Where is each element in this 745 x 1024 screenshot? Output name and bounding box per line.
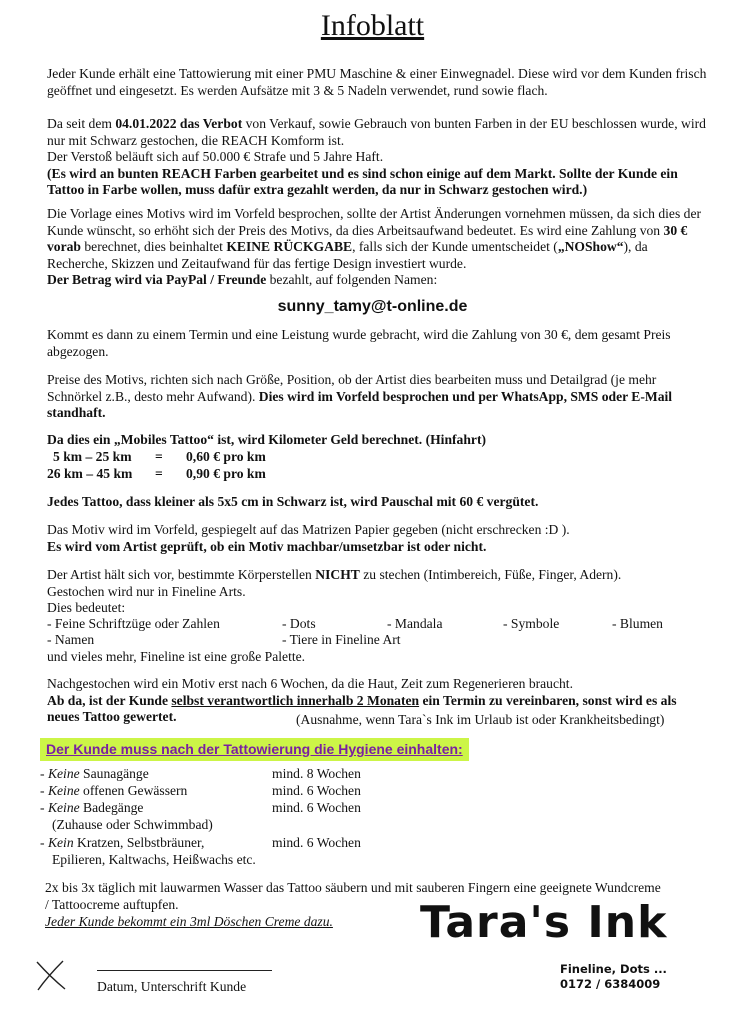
flat-rate-paragraph: Jedes Tattoo, dass kleiner als 5x5 cm in Schwarz ist, wird Pauschal mit 60 € vergütet. xyxy=(47,494,539,509)
hygiene-duration: mind. 6 Wochen xyxy=(272,783,361,798)
km-price-2: 0,90 € pro km xyxy=(186,466,266,481)
hygiene-duration: mind. 6 Wochen xyxy=(272,800,361,815)
hygiene-heading: Der Kunde muss nach der Tattowierung die Hygiene einhalten: xyxy=(40,738,469,761)
hygiene-duration: mind. 8 Wochen xyxy=(272,766,361,781)
km-eq-1: = xyxy=(155,449,163,464)
hygiene-duration: mind. 6 Wochen xyxy=(272,835,361,850)
ban-paragraph: Da seit dem 04.01.2022 das Verbot von Verkauf, sowie Gebrauch von bunten Farben in der EU beschlossen wurde, wird nur mit Schwarz gestochen, die REACH Komform ist. Der Verstoß beläuft sich auf 50.000 € Strafe und 5 Jahre Haft. (Es wird an bunten REACH Farben gearbeitet und es sind schon einige auf dem Markt. Sollte der Kunde ein Tattoo in Farbe wollen, muss dafür extra gezahlt werden, da nur in Schwarz gestochen wird.) xyxy=(47,116,706,197)
brand-logo: Tara's Ink xyxy=(420,897,668,948)
hygiene-item: - Keine offenen Gewässern xyxy=(40,783,188,798)
body-parts-paragraph: Der Artist hält sich vor, bestimmte Körperstellen NICHT zu stechen (Intimbereich, Füße, Finger, Adern). Gestochen wird nur in Fineline Arts. Dies bedeutet: xyxy=(47,567,622,615)
km-price-1: 0,60 € pro km xyxy=(186,449,266,464)
km-range-2: 26 km – 45 km xyxy=(47,466,133,481)
list-item: - Dots xyxy=(282,616,316,631)
care-paragraph: 2x bis 3x täglich mit lauwarmen Wasser das Tattoo säubern und mit sauberen Fingern eine geeignete Wundcreme / Tattoocreme auftupfen. xyxy=(45,880,661,912)
list-item: - Tiere in Fineline Art xyxy=(282,632,401,647)
pricing-paragraph: Preise des Motivs, richten sich nach Größe, Position, ob der Artist dies bearbeiten muss und Detailgrad (je mehr Schnörkel z.B., desto mehr Aufwand). Dies wird im Vorfeld besprochen und per WhatsApp, SMS oder E-Mail standhaft. xyxy=(47,372,673,420)
hygiene-item: - Keine Saunagänge xyxy=(40,766,149,781)
paypal-email: sunny_tamy@t-online.de xyxy=(277,298,468,315)
fineline-note: und vieles mehr, Fineline ist eine große Palette. xyxy=(47,649,306,664)
signature-line xyxy=(97,970,272,971)
hygiene-item: - Kein Kratzen, Selbstbräuner, xyxy=(40,835,205,850)
brand-tagline: Fineline, Dots ... 0172 / 6384009 xyxy=(560,962,667,991)
deposit-paragraph: Die Vorlage eines Motivs wird im Vorfeld besprochen, sollte der Artist Änderungen vornehmen müssen, da sich dies der Kunde wünscht, so erhöht sich der Preis des Motivs, da dies Arbeitsaufwand bedeutet. Es wird eine Zahlung von 30 € vorab berechnet, dies beinhaltet KEINE RÜCKGABE, falls sich der Kunde umentscheidet („NOShow“), da Recherche, Skizzen und Zeitaufwand für das fertige Design investiert wurde. Der Betrag wird via PayPal / Freunde bezahlt, auf folgenden Namen: xyxy=(47,206,702,287)
list-item: - Mandala xyxy=(387,616,443,631)
signature-label: Datum, Unterschrift Kunde xyxy=(97,979,247,994)
page-title: Infoblatt xyxy=(320,9,425,42)
hygiene-sub: (Zuhause oder Schwimmbad) xyxy=(52,817,213,832)
list-item: - Symbole xyxy=(503,616,560,631)
stencil-paragraph: Das Motiv wird im Vorfeld, gespiegelt auf das Matrizen Papier gegeben (nicht erschrecken :D ). Es wird vom Artist geprüft, ob ein Motiv machbar/umsetzbar ist oder nicht. xyxy=(47,522,570,554)
hygiene-sub: Epilieren, Kaltwachs, Heißwachs etc. xyxy=(52,852,256,867)
appointment-paragraph: Kommt es dann zu einem Termin und eine Leistung wurde gebracht, wird die Zahlung von 30 €, dem gesamt Preis abgezogen. xyxy=(47,327,671,359)
signature-x-mark xyxy=(34,958,68,992)
km-eq-2: = xyxy=(155,466,163,481)
km-range-1: 5 km – 25 km xyxy=(53,449,132,464)
hygiene-item: - Keine Badegänge xyxy=(40,800,144,815)
list-item: - Feine Schriftzüge oder Zahlen xyxy=(47,616,220,631)
touchup-note: (Ausnahme, wenn Tara`s Ink im Urlaub ist oder Krankheitsbedingt) xyxy=(296,712,665,727)
intro-paragraph: Jeder Kunde erhält eine Tattowierung mit einer PMU Maschine & einer Einwegnadel. Diese wird vor dem Kunden frisch geöffnet und eingesetzt. Es werden Aufsätze mit 3 & 5 Nadeln verwendet, rund sowie flach. xyxy=(47,66,707,98)
list-item: - Blumen xyxy=(612,616,663,631)
cream-note: Jeder Kunde bekommt ein 3ml Döschen Creme dazu. xyxy=(45,914,333,929)
touchup-paragraph: Nachgestochen wird ein Motiv erst nach 6 Wochen, da die Haut, Zeit zum Regenerieren braucht. Ab da, ist der Kunde selbst verantwortlich innerhalb 2 Monaten ein Termin zu vereinbaren, sonst wird es als neues Tattoo gewertet. xyxy=(47,676,677,724)
mobile-heading: Da dies ein „Mobiles Tattoo“ ist, wird Kilometer Geld berechnet. (Hinfahrt) xyxy=(47,432,486,447)
list-item: - Namen xyxy=(47,632,95,647)
